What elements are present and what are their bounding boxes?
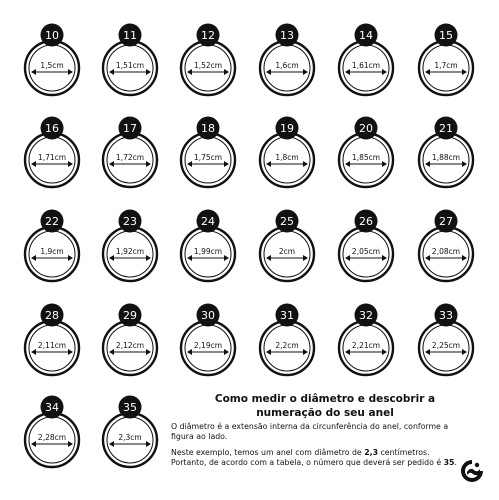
ring-number-label: 24: [201, 215, 215, 228]
ring-diameter-label: 1,9cm: [40, 247, 64, 256]
wave-logo-icon: [459, 458, 485, 484]
ring-number-label: 35: [123, 401, 137, 414]
diameter-arrow-right-icon: [146, 161, 151, 167]
ring-size-item: [260, 210, 314, 282]
ring-size-item: [25, 24, 79, 96]
paragraph-2-text-end: .: [454, 458, 457, 467]
ring-size-item: [25, 210, 79, 282]
diameter-arrow-left-icon: [187, 161, 192, 167]
instructions-title-line1: Como medir o diâmetro e descobrir a: [214, 393, 436, 405]
diameter-arrow-right-icon: [224, 161, 229, 167]
diameter-arrow-right-icon: [224, 349, 229, 355]
ring-diameter-label: 1,61cm: [351, 61, 381, 70]
paragraph-2-text-start: Neste exemplo, temos um anel com diâmetro de: [171, 448, 365, 457]
diameter-arrow-left-icon: [31, 161, 36, 167]
diameter-arrow-left-icon: [425, 349, 430, 355]
diameter-arrow-right-icon: [146, 255, 151, 261]
ring-size-item: [260, 24, 314, 96]
diameter-arrow-left-icon: [345, 349, 350, 355]
diameter-arrow-left-icon: [345, 255, 350, 261]
diameter-arrow-left-icon: [109, 255, 114, 261]
ring-diameter-label: 2,3cm: [118, 433, 142, 442]
diameter-arrow-right-icon: [68, 69, 73, 75]
ring-size-item: [419, 210, 473, 282]
ring-size-item: [25, 117, 79, 188]
diameter-arrow-right-icon: [224, 69, 229, 75]
ring-diameter-label: 2cm: [278, 247, 296, 256]
ring-size-item: [260, 117, 314, 188]
ring-number-label: 23: [123, 215, 137, 228]
ring-number-label: 22: [45, 215, 59, 228]
diameter-arrow-right-icon: [146, 441, 151, 447]
diameter-arrow-left-icon: [425, 69, 430, 75]
diameter-arrow-right-icon: [382, 255, 387, 261]
ring-diameter-label: 1,5cm: [40, 61, 64, 70]
diameter-arrow-left-icon: [31, 349, 36, 355]
ring-size-item: [25, 396, 79, 468]
instructions-title-line2: numeração do seu anel: [256, 407, 394, 419]
ring-diameter-label: 2,05cm: [351, 247, 381, 256]
ring-number-label: 28: [45, 309, 59, 322]
diameter-arrow-left-icon: [109, 69, 114, 75]
diameter-arrow-left-icon: [109, 441, 114, 447]
ring-number-label: 27: [439, 215, 453, 228]
ring-diameter-label: 1,88cm: [431, 153, 461, 162]
ring-diameter-label: 1,92cm: [115, 247, 145, 256]
ring-number-label: 21: [439, 122, 453, 135]
diameter-arrow-left-icon: [31, 255, 36, 261]
ring-size-item: [181, 24, 235, 96]
diameter-arrow-right-icon: [303, 349, 308, 355]
ring-size-item: [339, 24, 393, 96]
ring-number-label: 20: [359, 122, 373, 135]
ring-number-label: 31: [280, 309, 294, 322]
diameter-arrow-left-icon: [425, 161, 430, 167]
diameter-arrow-right-icon: [462, 69, 467, 75]
ring-number-label: 18: [201, 122, 215, 135]
ring-number-label: 15: [439, 29, 453, 42]
ring-diameter-label: 1,52cm: [193, 61, 223, 70]
ring-number-label: 10: [45, 29, 59, 42]
ring-number-label: 34: [45, 401, 59, 414]
diameter-arrow-right-icon: [303, 255, 308, 261]
ring-diameter-label: 2,08cm: [431, 247, 461, 256]
ring-number-label: 11: [123, 29, 137, 42]
ring-diameter-label: 2,2cm: [275, 341, 299, 350]
ring-diameter-label: 1,85cm: [351, 153, 381, 162]
diameter-arrow-left-icon: [345, 69, 350, 75]
ring-size-item: [103, 210, 157, 282]
diameter-arrow-left-icon: [345, 161, 350, 167]
ring-number-label: 26: [359, 215, 373, 228]
ring-number-label: 14: [359, 29, 373, 42]
diameter-arrow-right-icon: [462, 349, 467, 355]
diameter-arrow-left-icon: [109, 161, 114, 167]
diameter-arrow-left-icon: [266, 69, 271, 75]
diameter-arrow-right-icon: [382, 161, 387, 167]
diameter-arrow-right-icon: [68, 255, 73, 261]
ring-size-item: [339, 117, 393, 188]
ring-diameter-label: 1,51cm: [115, 61, 145, 70]
ring-diameter-label: 2,19cm: [193, 341, 223, 350]
diameter-arrow-left-icon: [266, 161, 271, 167]
instructions-paragraph-2: [171, 448, 461, 468]
ring-size-item: [419, 117, 473, 188]
diameter-arrow-right-icon: [382, 349, 387, 355]
ring-diameter-label: 1,72cm: [115, 153, 145, 162]
ring-number-label: 13: [280, 29, 294, 42]
ring-size-item: [419, 304, 473, 376]
example-ring-number: 35: [443, 458, 455, 467]
ring-number-label: 30: [201, 309, 215, 322]
ring-diameter-label: 2,25cm: [431, 341, 461, 350]
diameter-arrow-right-icon: [382, 69, 387, 75]
diameter-arrow-right-icon: [224, 255, 229, 261]
diameter-arrow-left-icon: [266, 255, 271, 261]
diameter-arrow-left-icon: [266, 349, 271, 355]
ring-diameter-label: 1,7cm: [434, 61, 458, 70]
ring-number-label: 33: [439, 309, 453, 322]
diameter-arrow-left-icon: [31, 69, 36, 75]
ring-size-item: [339, 210, 393, 282]
ring-size-item: [181, 304, 235, 376]
paragraph-2-text-middle: centímetros. Portanto, de acordo com a tabela, o número que deverá ser pedido é: [171, 448, 444, 467]
diameter-arrow-right-icon: [462, 161, 467, 167]
diameter-arrow-right-icon: [303, 161, 308, 167]
diameter-arrow-left-icon: [187, 349, 192, 355]
ring-number-label: 17: [123, 122, 137, 135]
ring-diameter-label: 1,99cm: [193, 247, 223, 256]
diameter-arrow-left-icon: [109, 349, 114, 355]
ring-diameter-label: 1,6cm: [275, 61, 299, 70]
ring-number-label: 29: [123, 309, 137, 322]
diameter-arrow-right-icon: [146, 69, 151, 75]
ring-diameter-label: 1,71cm: [37, 153, 67, 162]
instructions-paragraph-1: O diâmetro é a extensão interna da circunferência do anel, conforme a figura ao lado.: [171, 422, 449, 441]
diameter-arrow-right-icon: [462, 255, 467, 261]
diameter-arrow-right-icon: [68, 161, 73, 167]
diameter-arrow-left-icon: [31, 441, 36, 447]
ring-number-label: 32: [359, 309, 373, 322]
ring-size-item: [339, 304, 393, 376]
ring-number-label: 19: [280, 122, 294, 135]
ring-size-item: [103, 24, 157, 96]
diameter-arrow-left-icon: [425, 255, 430, 261]
ring-diameter-label: 2,28cm: [37, 433, 67, 442]
ring-size-item: [419, 24, 473, 96]
ring-diameter-label: 2,12cm: [115, 341, 145, 350]
ring-size-item: [181, 210, 235, 282]
ring-diameter-label: 1,75cm: [193, 153, 223, 162]
ring-size-item: [103, 304, 157, 376]
diameter-arrow-right-icon: [146, 349, 151, 355]
diameter-arrow-left-icon: [187, 255, 192, 261]
ring-size-item: [25, 304, 79, 376]
ring-diameter-label: 2,21cm: [351, 341, 381, 350]
ring-size-item: [181, 117, 235, 188]
ring-number-label: 12: [201, 29, 215, 42]
diameter-arrow-right-icon: [68, 441, 73, 447]
ring-diameter-label: 1,8cm: [275, 153, 299, 162]
diameter-arrow-right-icon: [68, 349, 73, 355]
ring-size-item: [103, 396, 157, 468]
diameter-arrow-right-icon: [303, 69, 308, 75]
instructions-title: [189, 392, 461, 420]
ring-size-item: [103, 117, 157, 188]
ring-size-item: [260, 304, 314, 376]
diameter-arrow-left-icon: [187, 69, 192, 75]
ring-number-label: 25: [280, 215, 294, 228]
ring-number-label: 16: [45, 122, 59, 135]
measurement-instructions: [171, 392, 461, 474]
example-diameter-value: 2,3: [364, 448, 379, 457]
ring-diameter-label: 2,11cm: [37, 341, 67, 350]
